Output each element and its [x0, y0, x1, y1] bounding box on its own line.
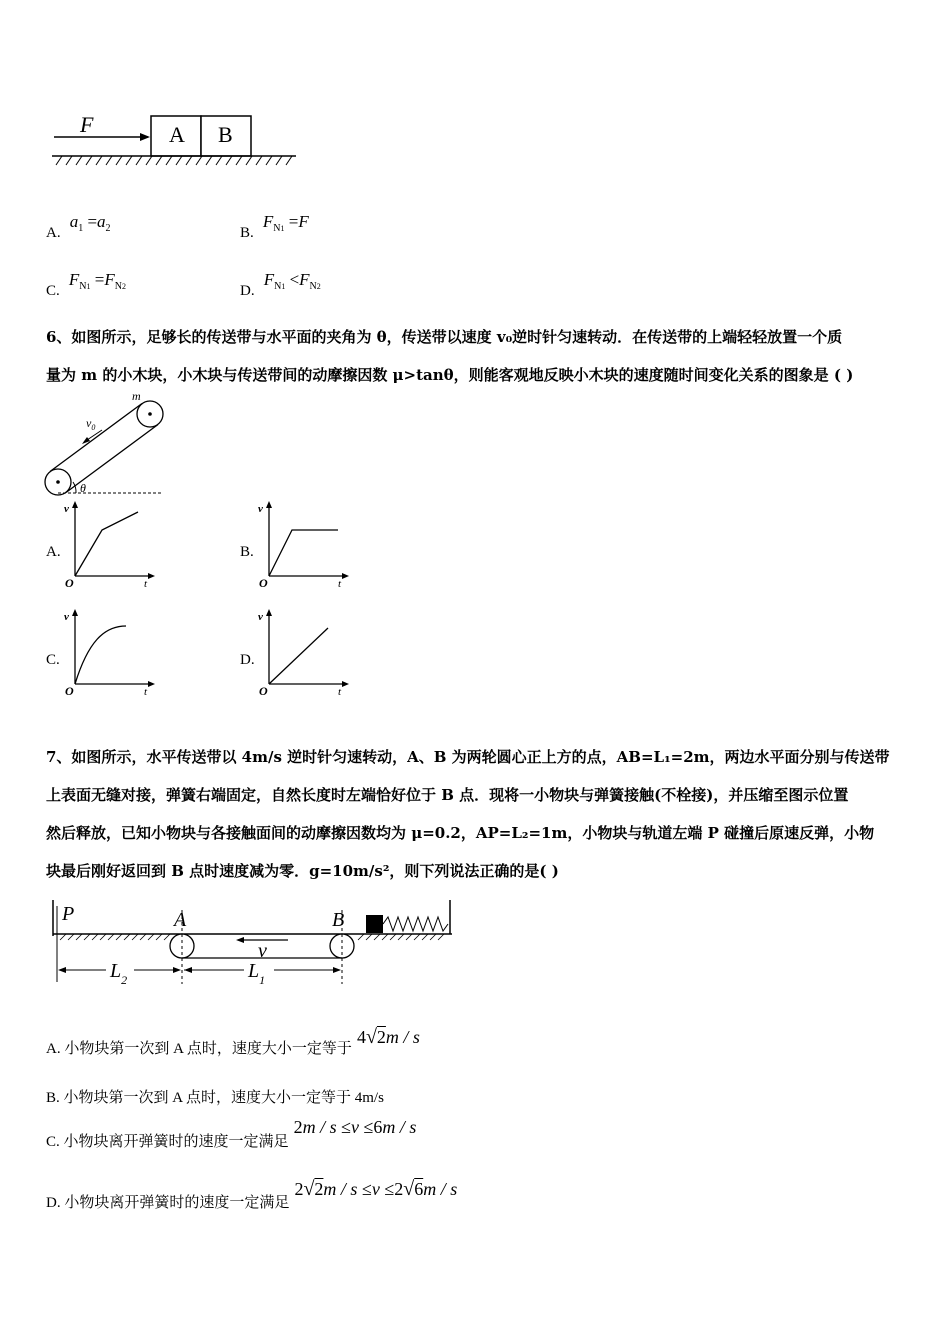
- q5-option-a[interactable]: [46, 212, 111, 241]
- y-arrowhead: [266, 501, 272, 508]
- x-arrowhead: [342, 681, 349, 687]
- v0-label: $v_0$: [86, 416, 96, 432]
- q7-line-4: 块最后刚好返回到 B 点时速度减为零．g=10m/s²，则下列说法正确的是( ): [46, 862, 559, 880]
- l1-arrow-right: [333, 967, 341, 973]
- p-label: P: [62, 903, 75, 925]
- l2-arrow-right: [173, 967, 181, 973]
- ground-hatching: [56, 156, 292, 165]
- option-a-formula: 4√2m / s: [356, 1026, 420, 1048]
- y-arrowhead: [72, 609, 78, 616]
- l2-label: $L_2$: [110, 960, 128, 987]
- q6-option-b-label: B.: [240, 544, 254, 560]
- q6-graph-a[interactable]: [60, 498, 160, 588]
- q7-option-c[interactable]: [46, 1117, 417, 1150]
- option-c-formula: $F_{N1} =F_{N2}$: [68, 270, 126, 292]
- q6-conveyor-figure: [40, 394, 170, 500]
- graph-curve: [269, 628, 328, 684]
- left-hatching: [60, 934, 170, 940]
- t-axis-label: t: [144, 686, 148, 696]
- origin-label: O: [259, 576, 268, 588]
- y-arrowhead: [72, 501, 78, 508]
- q7-question: [46, 738, 916, 890]
- q5-option-c[interactable]: [46, 270, 126, 299]
- v-axis-label: v: [64, 611, 69, 623]
- right-hatching: [358, 934, 444, 940]
- option-label: A.: [46, 225, 61, 241]
- l2-arrow-left: [58, 967, 66, 973]
- option-c-text: C. 小物块离开弹簧时的速度一定满足: [46, 1134, 289, 1150]
- v-axis-label: v: [258, 503, 263, 515]
- top-pulley-axle: [148, 412, 152, 416]
- q5-option-d[interactable]: [240, 270, 321, 299]
- option-a-formula: $a_1 =a_2$: [69, 212, 111, 234]
- option-label: B.: [240, 225, 254, 241]
- b-label: B: [332, 909, 345, 931]
- belt-top: [50, 404, 142, 472]
- q6-graph-b[interactable]: [254, 498, 354, 588]
- origin-label: O: [259, 684, 268, 696]
- v-axis-label: v: [64, 503, 69, 515]
- q7-option-d[interactable]: [46, 1178, 458, 1211]
- l1-arrow-left: [184, 967, 192, 973]
- option-d-formula: $F_{N1} <F_{N2}$: [263, 270, 321, 292]
- v-label: v: [258, 940, 267, 962]
- q6-option-d-label: D.: [240, 652, 255, 668]
- angle-label: θ: [80, 481, 86, 495]
- block-a-label: A: [169, 122, 185, 147]
- y-arrowhead: [266, 609, 272, 616]
- x-arrowhead: [342, 573, 349, 579]
- q6-line-2: 量为 m 的小木块，小木块与传送带间的动摩擦因数 μ>tanθ，则能客观地反映小木块的速度随时间变化关系的图象是 ( ): [46, 366, 854, 384]
- option-label: D.: [240, 283, 255, 299]
- option-label: C.: [46, 283, 60, 299]
- q6-graph-d[interactable]: [254, 606, 354, 696]
- origin-label: O: [65, 684, 74, 696]
- q6-line-1: 6、如图所示，足够长的传送带与水平面的夹角为 θ，传送带以速度 v₀逆时针匀速转动．在传送带的上端轻轻放置一个质: [46, 328, 843, 346]
- q5-blocks-figure: [48, 108, 308, 170]
- graph-curve: [75, 512, 138, 576]
- q6-graph-c[interactable]: [60, 606, 160, 696]
- force-arrowhead: [140, 133, 150, 141]
- a-label: A: [174, 909, 187, 931]
- option-d-text: D. 小物块离开弹簧时的速度一定满足: [46, 1195, 290, 1211]
- q6-question: [46, 318, 916, 394]
- option-a-text: A. 小物块第一次到 A 点时，速度大小一定等于: [46, 1041, 352, 1057]
- q7-line-1: 7、如图所示，水平传送带以 4m/s 逆时针匀速转动，A、B 为两轮圆心正上方的点，AB=L₁=2m，两边水平面分别与传送带: [46, 748, 890, 766]
- option-d-formula: 2√2m / s ≤v ≤2√6m / s: [294, 1178, 458, 1200]
- q7-line-3: 然后释放，已知小物块与各接触面间的动摩擦因数均为 μ=0.2，AP=L₂=1m，小物块与轨道左端 P 碰撞后原速反弹，小物: [46, 824, 875, 842]
- bottom-pulley-axle: [56, 480, 60, 484]
- x-arrowhead: [148, 681, 155, 687]
- belt-velocity-arrowhead: [236, 937, 244, 943]
- block: [366, 915, 383, 933]
- v-axis-label: v: [258, 611, 263, 623]
- origin-label: O: [65, 576, 74, 588]
- q7-option-b[interactable]: B. 小物块第一次到 A 点时，速度大小一定等于 4m/s: [46, 1090, 384, 1106]
- option-c-formula: 2m / s ≤v ≤6m / s: [293, 1117, 417, 1137]
- q7-line-2: 上表面无缝对接，弹簧右端固定，自然长度时左端恰好位于 B 点．现将一小物块与弹簧接触(不栓接)，并压缩至图示位置: [46, 786, 849, 804]
- t-axis-label: t: [338, 578, 342, 588]
- q6-option-c-label: C.: [46, 652, 60, 668]
- t-axis-label: t: [338, 686, 342, 696]
- l1-label: $L_1$: [248, 960, 266, 987]
- t-axis-label: t: [144, 578, 148, 588]
- x-arrowhead: [148, 573, 155, 579]
- q7-option-a[interactable]: [46, 1026, 420, 1057]
- spring: [383, 917, 448, 931]
- q5-option-b[interactable]: [240, 212, 309, 241]
- q6-option-a-label: A.: [46, 544, 61, 560]
- force-label: F: [80, 112, 94, 137]
- q7-conveyor-figure: [48, 896, 458, 991]
- option-b-formula: $F_{N1} =F$: [262, 212, 309, 234]
- mass-label: m: [132, 394, 141, 403]
- graph-curve: [75, 626, 126, 684]
- block-b-label: B: [218, 122, 233, 147]
- graph-curve: [269, 530, 338, 576]
